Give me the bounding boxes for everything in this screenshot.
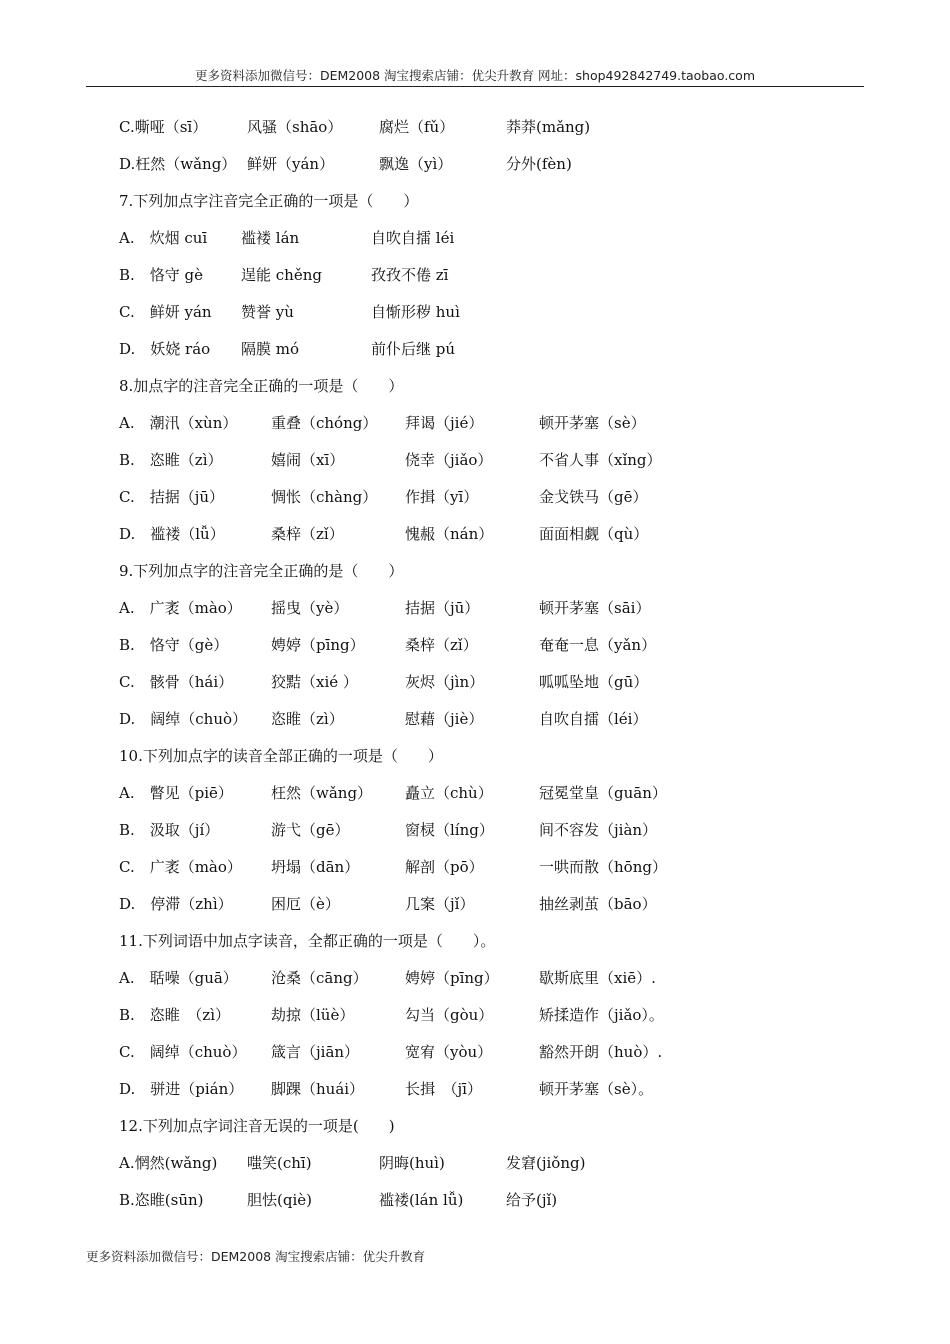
option-row xyxy=(119,330,879,367)
option-item: D. 妖娆 ráo xyxy=(119,340,211,358)
option-item: D. 停滞（zhì） xyxy=(119,895,233,913)
option-row xyxy=(119,885,879,922)
option-row xyxy=(119,848,879,885)
option-item: B. 恣睢（zì） xyxy=(119,451,223,469)
option-row xyxy=(119,404,879,441)
option-item: 箴言（jiān） xyxy=(271,1043,360,1061)
option-item: 侥幸（jiǎo） xyxy=(405,451,493,469)
option-item: 奄奄一息（yǎn） xyxy=(539,636,657,654)
option-item: 摇曳（yè） xyxy=(271,599,349,617)
option-item: 灰烬（jìn） xyxy=(405,673,485,691)
option-item: B. 汲取（jí） xyxy=(119,821,220,839)
option-item: 桑梓（zǐ） xyxy=(405,636,478,654)
option-row xyxy=(119,441,879,478)
option-item: A. 聒噪（guā） xyxy=(119,969,238,987)
option-item: 莽莽(mǎng) xyxy=(506,118,591,136)
header-rule xyxy=(86,86,864,87)
page-header: 更多资料添加微信号：DEM2008 淘宝搜索店铺：优尖升教育 网址：shop492842749.taobao.com xyxy=(194,68,756,83)
option-item: 褴褛(lán lǚ) xyxy=(379,1191,464,1209)
option-item: 歇斯底里（xiē）. xyxy=(539,969,656,987)
option-item: A. 瞥见（piē） xyxy=(119,784,233,802)
option-item: 长揖 （jī） xyxy=(405,1080,482,1098)
option-row xyxy=(119,811,879,848)
option-item: 孜孜不倦 zī xyxy=(371,266,449,284)
option-item: B. 恪守（gè） xyxy=(119,636,229,654)
option-item: 前仆后继 pú xyxy=(371,340,456,358)
option-item: 面面相觑（qù） xyxy=(539,525,649,543)
option-row xyxy=(119,589,879,626)
question-stem xyxy=(119,367,879,404)
option-item: 逞能 chěng xyxy=(241,266,322,284)
option-row xyxy=(119,1070,879,1107)
option-item: 给予(jǐ) xyxy=(506,1191,558,1209)
option-item: 嬉闹（xī） xyxy=(271,451,345,469)
question-stem xyxy=(119,922,879,959)
option-item: 顿开茅塞（sè）。 xyxy=(539,1080,654,1098)
option-row xyxy=(119,959,879,996)
option-item: 娉婷（pīng） xyxy=(405,969,499,987)
option-item: 冠冕堂皇（guān） xyxy=(539,784,667,802)
option-row xyxy=(119,1181,879,1218)
question-text: 8.加点字的注音完全正确的一项是（ ） xyxy=(119,377,404,395)
option-item: 狡黠（xié ） xyxy=(271,673,358,691)
question-text: 7.下列加点字注音完全正确的一项是（ ） xyxy=(119,192,419,210)
option-item: 恣睢（zì） xyxy=(271,710,344,728)
option-item: 勾当（gòu） xyxy=(405,1006,494,1024)
option-item: 飘逸（yì） xyxy=(379,155,453,173)
option-item: 作揖（yī） xyxy=(405,488,479,506)
option-item: 顿开茅塞（sè） xyxy=(539,414,646,432)
option-item: D. 阔绰（chuò） xyxy=(119,710,248,728)
option-row xyxy=(119,626,879,663)
option-item: 赞誉 yù xyxy=(241,303,294,321)
page-footer: 更多资料添加微信号：DEM2008 淘宝搜索店铺：优尖升教育 xyxy=(86,1249,426,1264)
option-item: 沧桑（cāng） xyxy=(271,969,368,987)
option-item: C. 拮据（jū） xyxy=(119,488,225,506)
option-row xyxy=(119,478,879,515)
option-item: 拮据（jū） xyxy=(405,599,480,617)
option-item: 分外(fèn) xyxy=(506,155,572,173)
option-item: 自吹自擂（léi） xyxy=(539,710,648,728)
option-item: 游弋（gē） xyxy=(271,821,350,839)
option-item: 矗立（chù） xyxy=(405,784,493,802)
option-item: 褴褛 lán xyxy=(241,229,300,247)
option-item: B. 恪守 gè xyxy=(119,266,204,284)
option-item: 嗤笑(chī) xyxy=(247,1154,312,1172)
option-row xyxy=(119,515,879,552)
option-item: 惆怅（chàng） xyxy=(271,488,378,506)
question-text: 10.下列加点字的读音全部正确的一项是（ ） xyxy=(119,747,443,765)
option-item: 困厄（è） xyxy=(271,895,340,913)
option-item: A. 潮汛（xùn） xyxy=(119,414,238,432)
option-item: 拜谒（jié） xyxy=(405,414,484,432)
option-item: 呱呱坠地（gū） xyxy=(539,673,649,691)
option-item: 不省人事（xǐng） xyxy=(539,451,662,469)
option-item: B.恣睢(sūn) xyxy=(119,1191,204,1209)
question-text: 11.下列词语中加点字读音，全都正确的一项是（ ）。 xyxy=(119,932,496,950)
option-item: 抽丝剥茧（bāo） xyxy=(539,895,657,913)
option-item: 金戈铁马（gē） xyxy=(539,488,648,506)
option-item: 枉然（wǎng） xyxy=(271,784,373,802)
option-item: A. 炊烟 cuī xyxy=(119,229,208,247)
option-row xyxy=(119,145,879,182)
option-item: 桑梓（zǐ） xyxy=(271,525,344,543)
option-item: 顿开茅塞（sāi） xyxy=(539,599,651,617)
option-item: C. 广袤（mào） xyxy=(119,858,242,876)
option-row xyxy=(119,996,879,1033)
option-item: C. 鲜妍 yán xyxy=(119,303,212,321)
option-item: 矫揉造作（jiǎo）。 xyxy=(539,1006,664,1024)
question-list xyxy=(119,108,879,1218)
option-item: 宽宥（yòu） xyxy=(405,1043,493,1061)
option-item: 解剖（pō） xyxy=(405,858,484,876)
option-item: D. 骈进（pián） xyxy=(119,1080,244,1098)
option-item: 间不容发（jiàn） xyxy=(539,821,658,839)
option-item: 隔膜 mó xyxy=(241,340,300,358)
question-stem xyxy=(119,737,879,774)
option-item: C.嘶哑（sī） xyxy=(119,118,208,136)
option-item: 慰藉（jiè） xyxy=(405,710,484,728)
option-item: D. 褴褛（lǚ） xyxy=(119,525,225,543)
option-item: A. 广袤（mào） xyxy=(119,599,242,617)
option-item: 胆怯(qiè) xyxy=(247,1191,312,1209)
option-item: 发窘(jiǒng) xyxy=(506,1154,586,1172)
option-item: B. 恣睢 （zì） xyxy=(119,1006,230,1024)
option-item: 重叠（chóng） xyxy=(271,414,378,432)
option-row xyxy=(119,1144,879,1181)
option-item: 鲜妍（yán） xyxy=(247,155,335,173)
question-stem xyxy=(119,1107,879,1144)
option-row xyxy=(119,219,879,256)
option-item: 娉婷（pīng） xyxy=(271,636,365,654)
option-row xyxy=(119,663,879,700)
option-row xyxy=(119,256,879,293)
option-item: 豁然开朗（huò）. xyxy=(539,1043,663,1061)
option-item: 几案（jǐ） xyxy=(405,895,475,913)
option-row xyxy=(119,700,879,737)
option-item: D.枉然（wǎng） xyxy=(119,155,237,173)
option-item: 脚踝（huái） xyxy=(271,1080,365,1098)
option-item: 自惭形秽 huì xyxy=(371,303,460,321)
option-item: A.惘然(wǎng) xyxy=(119,1154,218,1172)
option-item: 阴晦(huì) xyxy=(379,1154,445,1172)
option-item: 劫掠（lüè） xyxy=(271,1006,355,1024)
option-item: 窗棂（líng） xyxy=(405,821,494,839)
question-text: 12.下列加点字词注音无误的一项是( ) xyxy=(119,1117,395,1135)
option-item: C. 骸骨（hái） xyxy=(119,673,234,691)
option-item: C. 阔绰（chuò） xyxy=(119,1043,247,1061)
option-item: 坍塌（dān） xyxy=(271,858,360,876)
option-row xyxy=(119,108,879,145)
option-item: 愧赧（nán） xyxy=(405,525,494,543)
question-stem xyxy=(119,552,879,589)
option-row xyxy=(119,774,879,811)
option-item: 风骚（shāo） xyxy=(247,118,343,136)
question-text: 9.下列加点字的注音完全正确的是（ ） xyxy=(119,562,404,580)
question-stem xyxy=(119,182,879,219)
option-item: 自吹自擂 léi xyxy=(371,229,455,247)
option-item: 腐烂（fǔ） xyxy=(379,118,455,136)
option-row xyxy=(119,1033,879,1070)
option-row xyxy=(119,293,879,330)
option-item: 一哄而散（hōng） xyxy=(539,858,667,876)
